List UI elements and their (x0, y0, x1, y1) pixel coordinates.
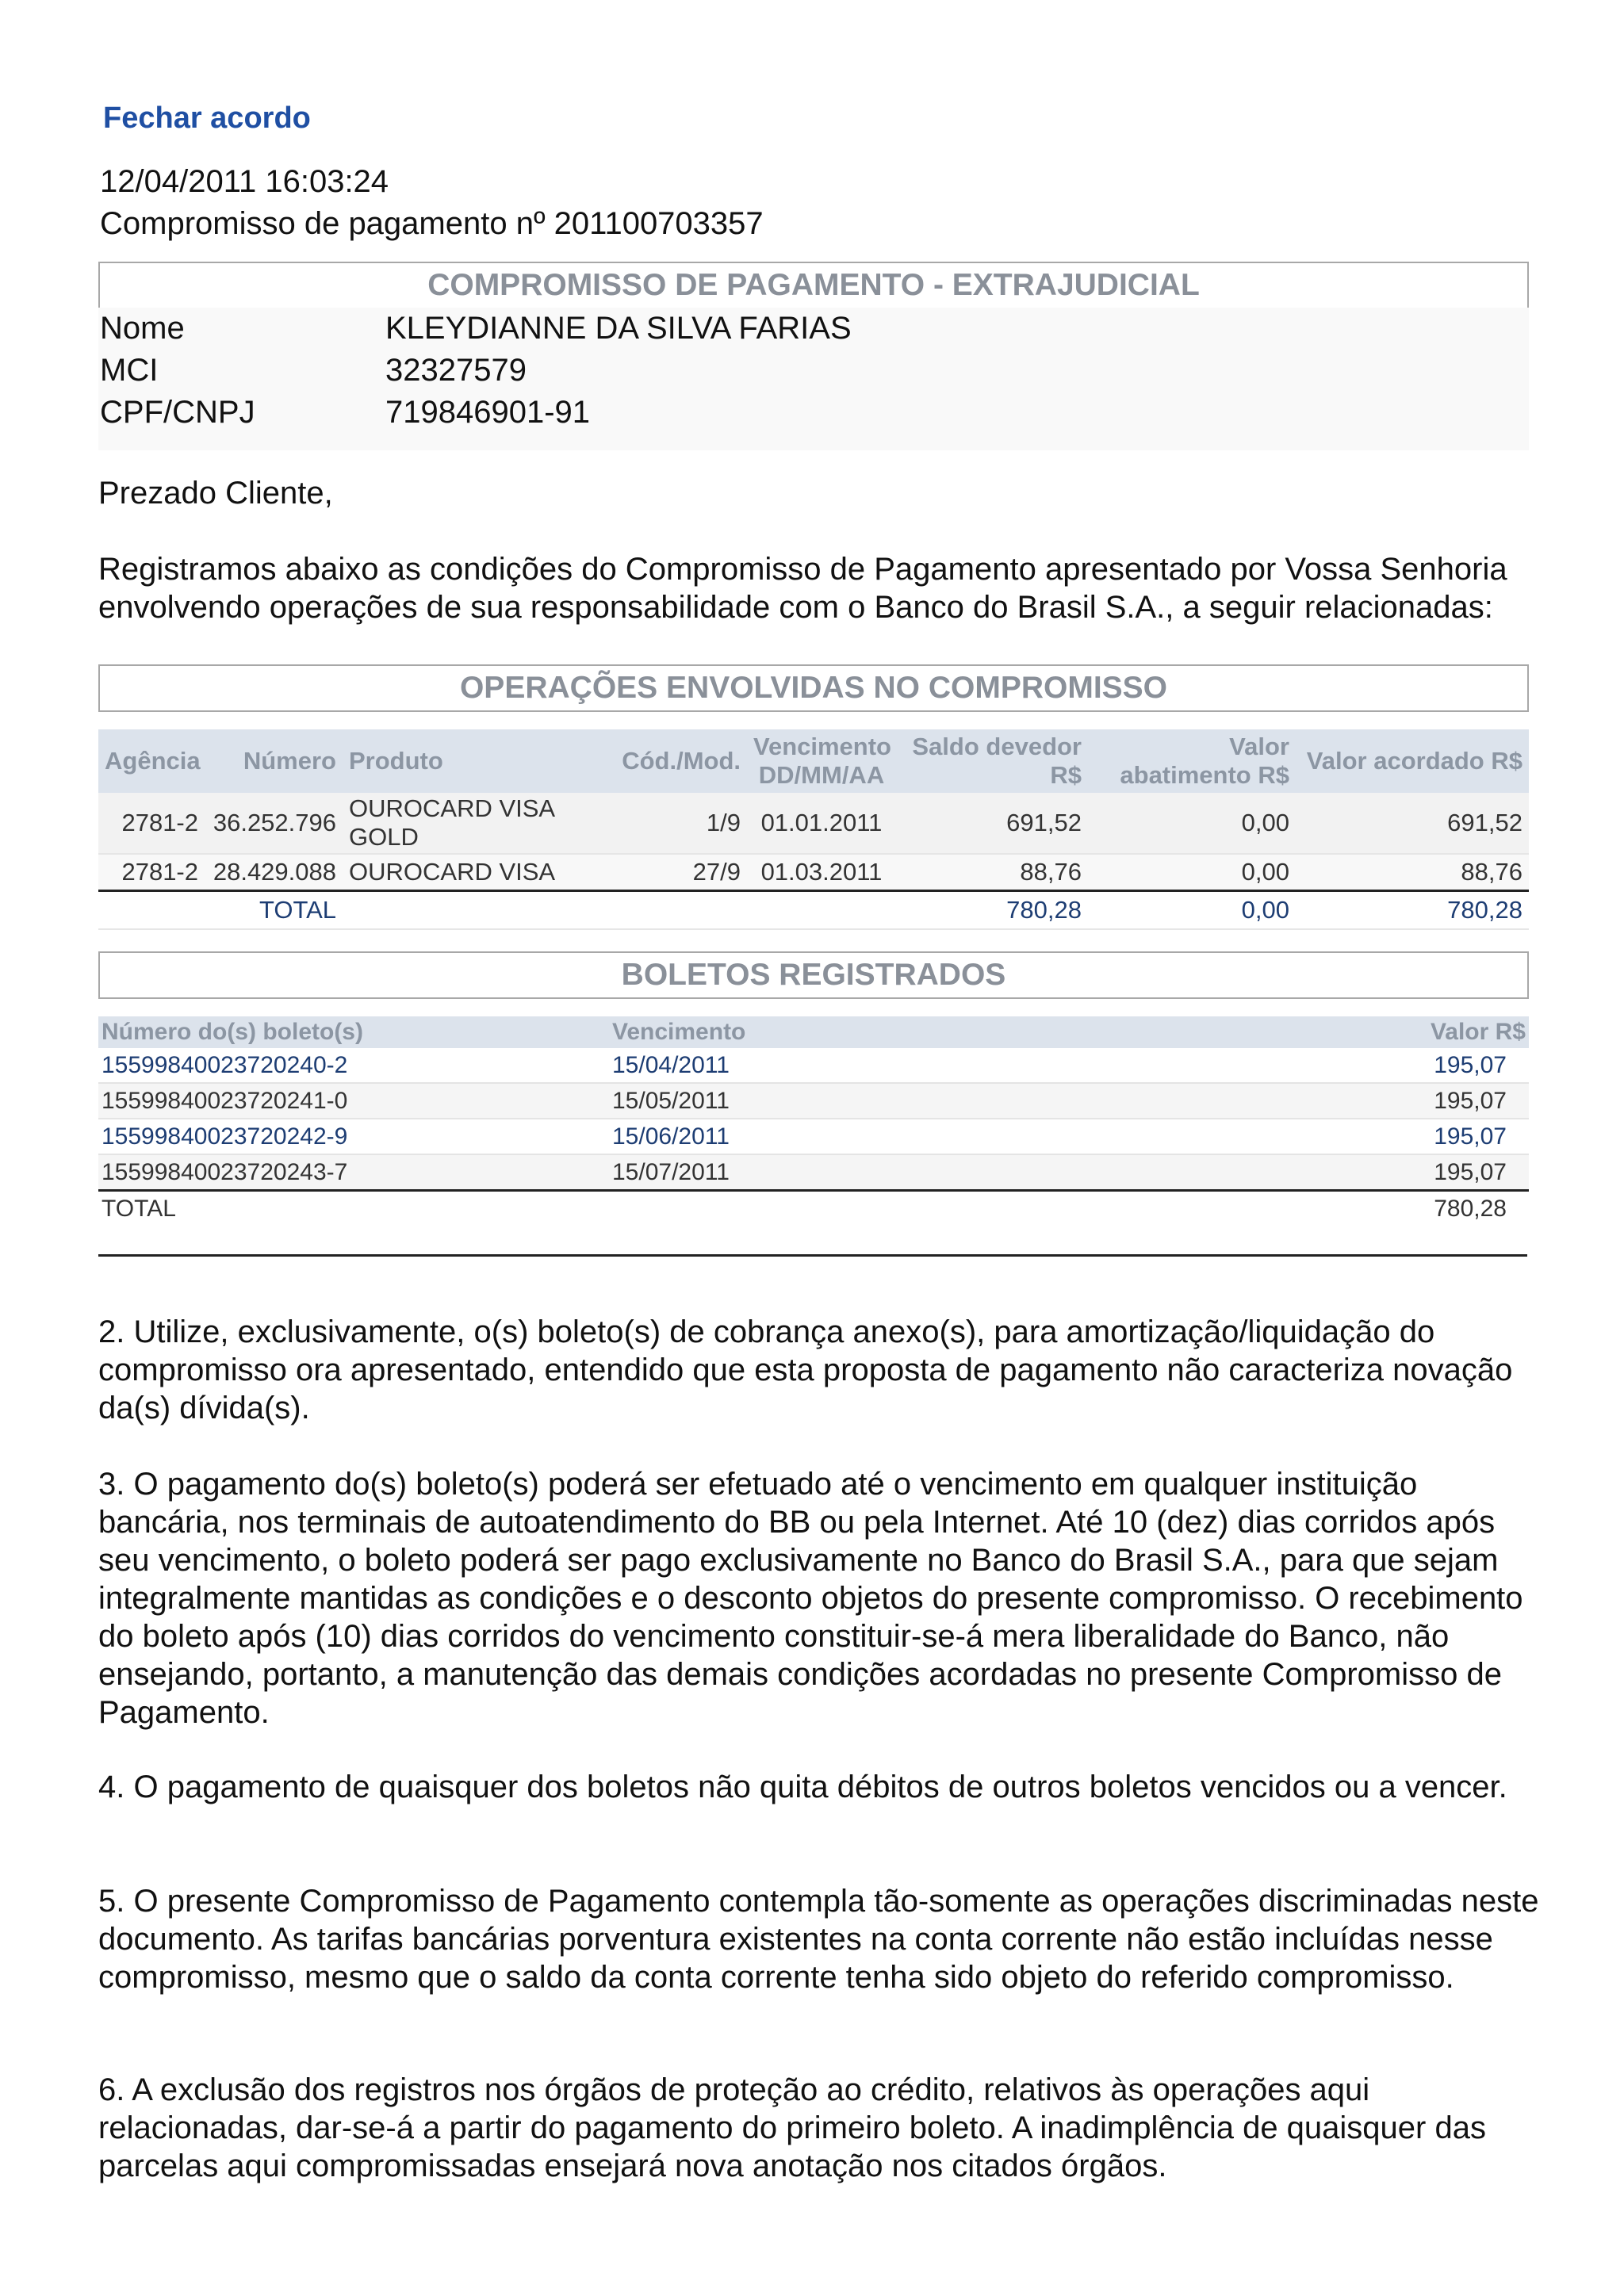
boleto-valor: 195,07 (1085, 1119, 1529, 1154)
total-label: TOTAL (205, 891, 343, 930)
operations-table (98, 729, 1529, 930)
boleto-valor: 195,07 (1085, 1083, 1529, 1119)
boletos-table (98, 1016, 1529, 1226)
boletos-total-label: TOTAL (98, 1191, 609, 1227)
clause-3: 3. O pagamento do(s) boleto(s) poderá ser efetuado até o vencimento em qualquer instituição bancária, nos terminais de autoatendimento do BB ou pela Internet. Até 10 (dez) dias corridos após seu vencimento, o boleto poderá ser pago exclusivamente no Banco do Brasil S.A., para que sejam integralmente mantidas as condições e o desconto objetos do presente compromisso. O recebimento do boleto após (10) dias corridos do vencimento constituir-se-á mera liberalidade do Banco, não ensejando, portanto, a manutenção das demais condições acordadas no presente Compromisso de Pagamento. (98, 1467, 1523, 1730)
greeting: Prezado Cliente, (98, 476, 333, 511)
datetime: 12/04/2011 16:03:24 (100, 164, 389, 199)
cell-cod-mod: 1/9 (607, 793, 747, 854)
operations-section-title: OPERAÇÕES ENVOLVIDAS NO COMPROMISSO (98, 664, 1529, 712)
operations-header-row (98, 729, 1529, 793)
boleto-row[interactable] (98, 1119, 1529, 1154)
col-agencia: Agência (98, 729, 205, 793)
operation-row (98, 793, 1529, 854)
cell-produto: OUROCARD VISA (343, 854, 607, 891)
total-abatimento: 0,00 (1088, 891, 1296, 930)
clause-5: 5. O presente Compromisso de Pagamento contempla tão-somente as operações discriminadas neste documento. As tarifas bancárias porventura existentes na conta corrente não estão incluídas nesse compromisso, mesmo que o saldo da conta corrente tenha sido objeto do referido compromisso. (98, 1884, 1539, 1995)
boleto-vencimento: 15/04/2011 (609, 1048, 1085, 1083)
col-numero: Número (205, 729, 343, 793)
clause-4: 4. O pagamento de quaisquer dos boletos não quita débitos de outros boletos vencidos ou a vencer. (98, 1770, 1507, 1804)
total-saldo: 780,28 (896, 891, 1088, 930)
boleto-valor: 195,07 (1085, 1048, 1529, 1083)
clause-2: 2. Utilize, exclusivamente, o(s) boleto(s) de cobrança anexo(s), para amortização/liquidação do compromisso ora apresentado, entendido que esta proposta de pagamento não caracteriza novação da(s) dívida(s). (98, 1314, 1513, 1425)
cell-produto: OUROCARD VISA GOLD (343, 793, 607, 854)
total-acordado: 780,28 (1296, 891, 1529, 930)
boleto-numero: 15599840023720240-2 (98, 1048, 609, 1083)
col-boleto-vencimento: Vencimento (609, 1016, 1085, 1048)
col-valor-abatimento: Valor abatimento R$ (1088, 729, 1296, 793)
boleto-row[interactable] (98, 1154, 1529, 1191)
boleto-numero: 15599840023720241-0 (98, 1083, 609, 1119)
boleto-vencimento: 15/07/2011 (609, 1154, 1085, 1191)
boletos-header-row (98, 1016, 1529, 1048)
col-cod-mod: Cód./Mod. (607, 729, 747, 793)
cell-vencimento: 01.03.2011 (747, 854, 896, 891)
client-mci-value: 32327579 (385, 353, 527, 388)
boletos-total-row (98, 1191, 1529, 1227)
col-saldo-devedor: Saldo devedor R$ (896, 729, 1088, 793)
close-agreement-link[interactable]: Fechar acordo (103, 101, 311, 135)
commitment-section-title: COMPROMISSO DE PAGAMENTO - EXTRAJUDICIAL (98, 262, 1529, 309)
col-boleto-valor: Valor R$ (1085, 1016, 1529, 1048)
boleto-numero: 15599840023720242-9 (98, 1119, 609, 1154)
boleto-vencimento: 15/05/2011 (609, 1083, 1085, 1119)
commitment-number: Compromisso de pagamento nº 201100703357 (100, 206, 764, 241)
cell-vencimento: 01.01.2011 (747, 793, 896, 854)
cell-valor-acordado: 88,76 (1296, 854, 1529, 891)
boleto-numero: 15599840023720243-7 (98, 1154, 609, 1191)
cell-agencia: 2781-2 (98, 854, 205, 891)
boletos-section-title: BOLETOS REGISTRADOS (98, 951, 1529, 999)
intro-text: Registramos abaixo as condições do Compromisso de Pagamento apresentado por Vossa Senhoria envolvendo operações de sua responsabilidade com o Banco do Brasil S.A., a seguir relacionadas: (98, 552, 1507, 625)
boleto-row[interactable] (98, 1048, 1529, 1083)
client-name-value: KLEYDIANNE DA SILVA FARIAS (385, 311, 852, 346)
col-boleto-numero: Número do(s) boleto(s) (98, 1016, 609, 1048)
clause-6: 6. A exclusão dos registros nos órgãos de proteção ao crédito, relativos às operações aqui relacionadas, dar-se-á a partir do pagamento do primeiro boleto. A inadimplência de quaisquer das parcelas aqui compromissadas ensejará nova anotação nos citados órgãos. (98, 2072, 1486, 2183)
boleto-valor: 195,07 (1085, 1154, 1529, 1191)
client-doc-value: 719846901-91 (385, 395, 591, 430)
cell-agencia: 2781-2 (98, 793, 205, 854)
boleto-vencimento: 15/06/2011 (609, 1119, 1085, 1154)
col-valor-acordado: Valor acordado R$ (1296, 729, 1529, 793)
cell-cod-mod: 27/9 (607, 854, 747, 891)
operation-row (98, 854, 1529, 891)
cell-numero: 36.252.796 (205, 793, 343, 854)
boletos-total-value: 780,28 (1085, 1191, 1529, 1227)
cell-saldo-devedor: 88,76 (896, 854, 1088, 891)
cell-valor-abatimento: 0,00 (1088, 793, 1296, 854)
client-info (98, 308, 1529, 450)
divider (98, 1254, 1527, 1257)
client-mci-label: MCI (100, 353, 159, 388)
boleto-row[interactable] (98, 1083, 1529, 1119)
cell-valor-acordado: 691,52 (1296, 793, 1529, 854)
col-produto: Produto (343, 729, 607, 793)
col-vencimento: Vencimento DD/MM/AA (747, 729, 896, 793)
client-name-label: Nome (100, 311, 185, 346)
cell-numero: 28.429.088 (205, 854, 343, 891)
client-doc-label: CPF/CNPJ (100, 395, 255, 430)
operations-total-row (98, 891, 1529, 930)
cell-valor-abatimento: 0,00 (1088, 854, 1296, 891)
cell-saldo-devedor: 691,52 (896, 793, 1088, 854)
